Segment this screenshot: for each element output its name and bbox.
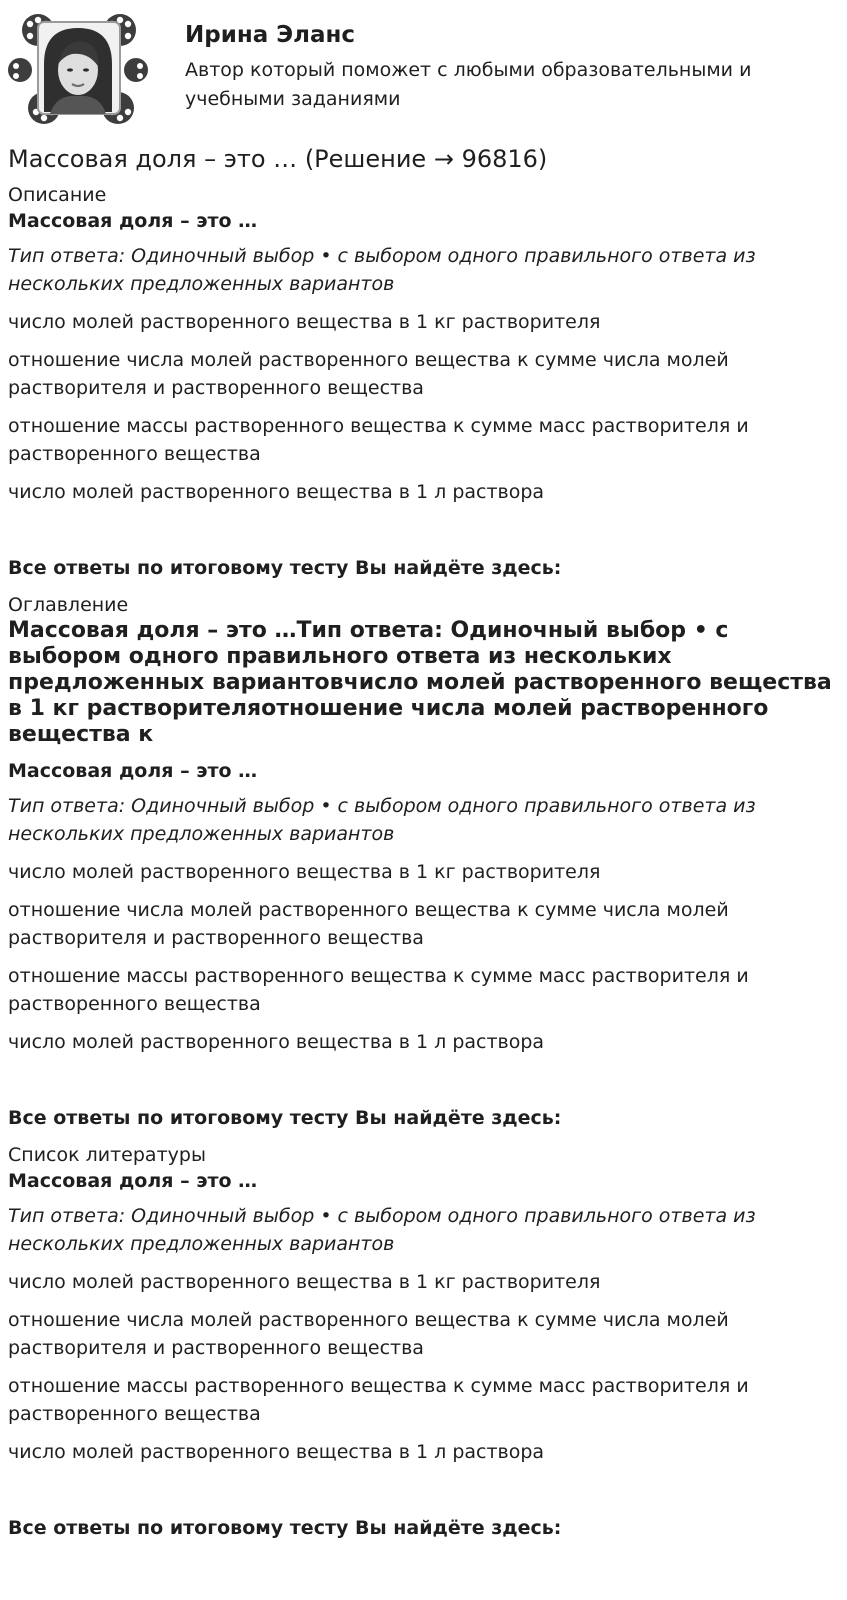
answer-option: отношение массы растворенного вещества к сумме масс растворителя и растворенного вещества	[8, 1375, 749, 1425]
all-answers-link-text: Все ответы по итоговому тесту Вы найдёте здесь:	[8, 557, 562, 579]
toc-heading: Массовая доля – это …Тип ответа: Одиночный выбор • с выбором одного правильного ответа из нескольких предложенных вариантовчисло молей растворенного вещества в 1 кг растворителяотношение числа молей растворенного вещества к	[8, 618, 832, 747]
answer-option: отношение массы растворенного вещества к сумме масс растворителя и растворенного вещества	[8, 965, 749, 1015]
main-content	[8, 142, 838, 1552]
answer-option: число молей растворенного вещества в 1 л раствора	[8, 1031, 545, 1053]
author-description: Автор который поможет с любыми образовательными и учебными заданиями	[185, 59, 752, 110]
answer-option: отношение массы растворенного вещества к сумме масс растворителя и растворенного вещества	[8, 415, 749, 465]
author-avatar	[8, 8, 150, 128]
answer-option: отношение числа молей растворенного вещества к сумме числа молей растворителя и растворенного вещества	[8, 899, 729, 949]
answer-option: число молей растворенного вещества в 1 кг растворителя	[8, 311, 601, 333]
spacer	[8, 1066, 838, 1104]
answer-option: отношение числа молей растворенного вещества к сумме числа молей растворителя и растворенного вещества	[8, 1309, 729, 1359]
answer-type: Тип ответа: Одиночный выбор • с выбором одного правильного ответа из нескольких предложенных вариантов	[8, 795, 756, 845]
all-answers-link-text: Все ответы по итоговому тесту Вы найдёте здесь:	[8, 1517, 562, 1539]
section-label-toc: Оглавление	[8, 594, 129, 616]
question-title: Массовая доля – это …	[8, 1170, 258, 1192]
answer-option: отношение числа молей растворенного вещества к сумме числа молей растворителя и растворенного вещества	[8, 349, 729, 399]
answer-option: число молей растворенного вещества в 1 л раствора	[8, 481, 545, 503]
question-title: Массовая доля – это …	[8, 760, 258, 782]
spacer	[8, 516, 838, 554]
answer-option: число молей растворенного вещества в 1 кг растворителя	[8, 1271, 601, 1293]
answer-option: число молей растворенного вещества в 1 кг растворителя	[8, 861, 601, 883]
answer-option: число молей растворенного вещества в 1 л раствора	[8, 1441, 545, 1463]
question-title: Массовая доля – это …	[8, 210, 258, 232]
spacer	[8, 1476, 838, 1514]
author-name: Ирина Эланс	[185, 22, 356, 48]
section-label-literature: Список литературы	[8, 1144, 206, 1166]
page-title: Массовая доля – это … (Решение → 96816)	[8, 145, 548, 173]
answer-type: Тип ответа: Одиночный выбор • с выбором одного правильного ответа из нескольких предложенных вариантов	[8, 1205, 756, 1255]
all-answers-link-text: Все ответы по итоговому тесту Вы найдёте здесь:	[8, 1107, 562, 1129]
section-label-description: Описание	[8, 184, 107, 206]
author-block	[8, 8, 838, 128]
answer-type: Тип ответа: Одиночный выбор • с выбором одного правильного ответа из нескольких предложенных вариантов	[8, 245, 756, 295]
